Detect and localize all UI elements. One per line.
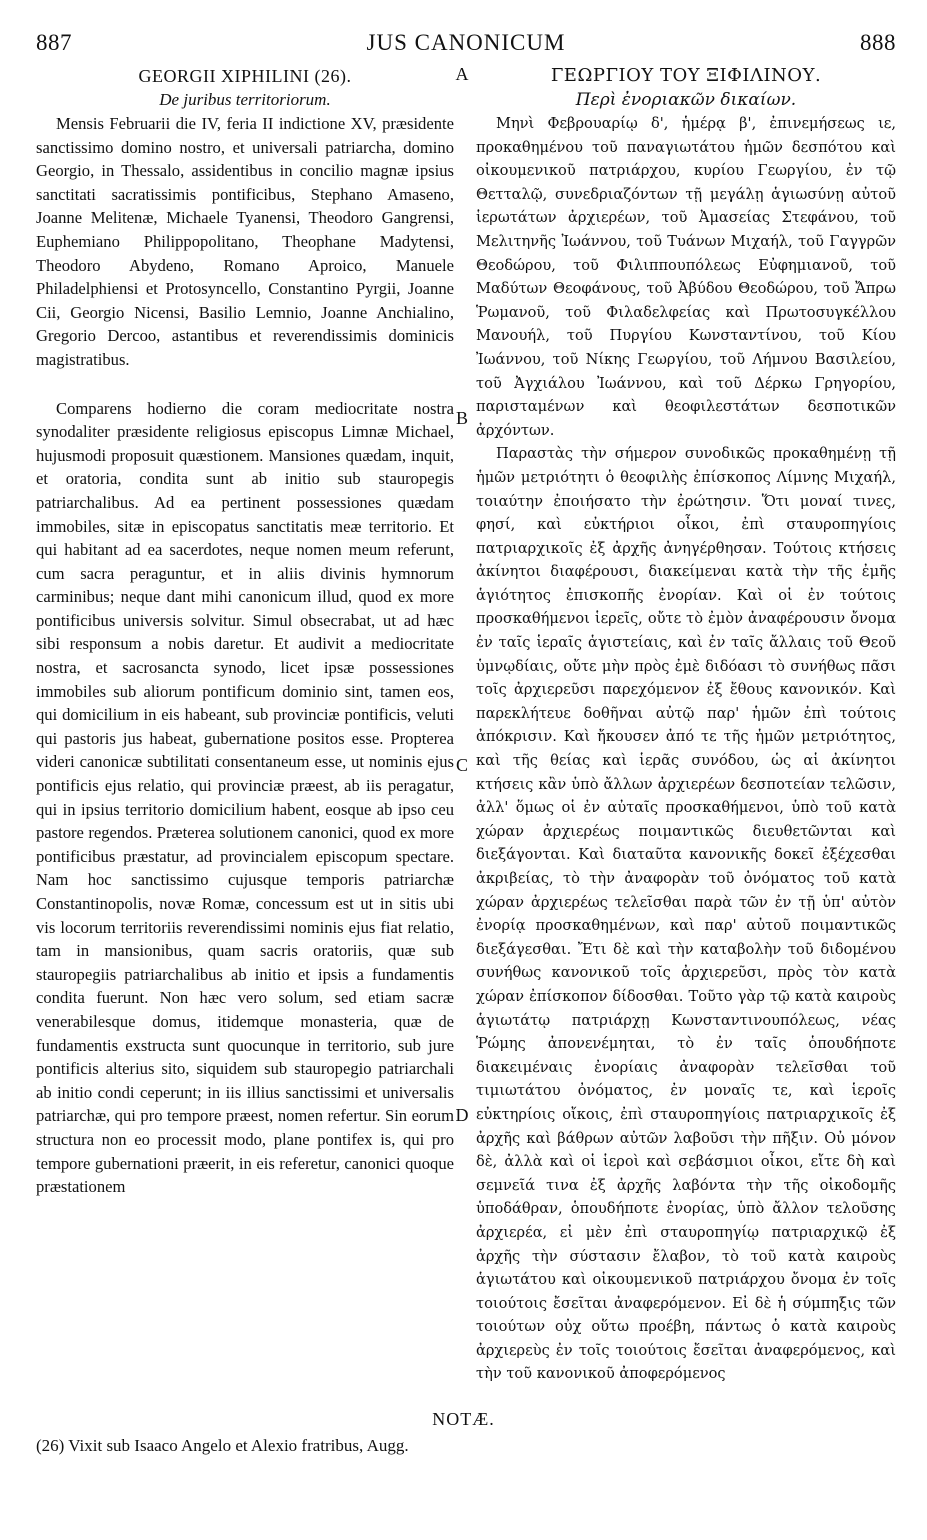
- page-header: [36, 30, 896, 58]
- section-marker-d: D: [455, 1105, 469, 1125]
- running-title: JUS CANONICUM: [366, 30, 566, 55]
- greek-subtitle: Περὶ ἐνοριακῶν δικαίων.: [575, 90, 797, 110]
- page-number-left: 887: [36, 30, 72, 55]
- greek-column: [476, 64, 896, 1386]
- page-number-right: 888: [860, 30, 896, 55]
- latin-paragraph-1: Mensis Februarii die IV, feria II indictione XV, præsidente sanctissimo domino nostro, et universali patriarcha, domino Georgio, in Thessalo, assidentibus in concilio magnæ ipsius sanctitati sacratissimis pontificibus, Stephano Amaseno, Joanne Melitenæ, Michaele Tyanensi, Theodoro Gangrensi, Euphemiano Philippopolitano, Theophane Madytensi, Theodoro Abydeno, Romano Aproico, Manuele Philadelphiensi et Protosyncello, Constantino Pyrgii, Joanne Cii, Georgio Nicensi, Basilio Lemnio, Joanne Anchialino, Gregorio Dercoo, astantibus et reverendissimis dominicis magistratibus.: [36, 114, 454, 369]
- latin-title: GEORGII XIPHILINI (26).: [138, 66, 352, 86]
- section-marker-a: A: [455, 64, 469, 84]
- notes-heading: NOTÆ.: [432, 1409, 495, 1429]
- latin-paragraph-2: Comparens hodierno die coram mediocritate nostra synodaliter præsidente religiosus episcopus Limnæ Michael, hujusmodi proposuit quæstionem. Mansiones quædam, inquit, et oratoria, condita sunt ab initio sub stauropegis patriarchalibus. Ad ea pertinent possessiones quædam immobiles, sitæ in episcopatus sanctitatis meæ territorio. Et qui habitant ad ea sacerdotes, neque nomen meum referunt, cum sacra peraguntur, et in aliis divinis hymnorum carminibus; neque dant mihi canonicum illud, quod ex more pontificibus universis solvitur. Simul obsecrabat, ut ad hæc sibi responsum a nobis daretur. Et audivit a mediocritate nostra, et sacrosancta synodo, licet ipsæ possessiones immobiles sub aliorum pontificum dominio sint, tamen eos, qui domicilium in eis habeant, sub provinciæ pontificis, veluti qui pastoris jus habeat, gubernatione positos esse. Propterea videri canonicæ subtilitati consentaneum esse, ut nominis ejus pontificis ejus relatio, qui provinciæ præest, ab iis peragatur, qui in ipsius territorio domicilium habent, eosque ab ipso ceu pastore regendos. Præterea solutionem canonici, quod ex more pontificibus præstatur, ad provincialem episcopum spectare. Nam hoc sanctissimo cujusque temporis patriarchæ Constantinopolis, novæ Romæ, concessum est ut in sitis ubi vis locorum territoriis reverendissimi nominis ejus fiat relatio, tam in mansionibus, quam sacris oratoriis, quæ sub stauropegiis patriarchalibus ab initio et ipsis a fundamentis condita fuerunt. Non hæc vero solum, sed etiam sacræ venerabilesque domus, itidemque monasteria, quæ de fundamentis exstructa sunt quocunque in territorio, sub jure pontificis alterius sito, siquidem sub stauropegio patriarchali ab initio condi ceperunt; in iis illius sanctissimi et universalis patriarchæ, qui pro tempore præest, nomen refertur. Sin eorum structura non eo processit modo, plane pontifex is, qui pro tempore gubernationi præerit, in eis referetur, canonici quoque præstationem: [36, 398, 454, 1197]
- section-marker-b: B: [455, 408, 468, 428]
- greek-title: ΓΕΩΡΓΙΟΥ ΤΟΥ ΞΙΦΙΛΙΝΟΥ.: [550, 65, 822, 86]
- footnote-26: (26) Vixit sub Isaaco Angelo et Alexio fratribus, Augg.: [36, 1436, 409, 1455]
- section-marker-c: C: [455, 755, 468, 775]
- latin-column: [36, 64, 454, 1199]
- greek-paragraph-2: Παραστὰς τὴν σήμερον συνοδικῶς προκαθημένῃ τῇ ἡμῶν μετριότητι ὁ θεοφιλὴς ἐπίσκοπος Λίμνης Μιχαήλ, τοιαύτην ἐποιήσατο τὴν ἐρώτησιν. Ὅτι μοναί τινες, φησί, καὶ εὐκτήριοι οἶκοι, ἐπὶ σταυροπηγίοις πατριαρχικοῖς ἐξ ἀρχῆς ἀνηγέρθησαν. Τούτοις κτήσεις ἀκίνητοι διαφέρουσι, διακείμεναι κατὰ τὴν τῆς ἐμῆς ἁγιότητος ἐπισκοπῆς ἐνορίαν. Καὶ οἱ ἐν τούτοις προσκαθήμενοι ἱερεῖς, οὔτε τὸ ἐμὸν ἀναφέρουσιν ὄνομα ἐν ταῖς ἱεραῖς ἁγιστείαις, καὶ ἐν ταῖς ἄλλαις τοῦ Θεοῦ ὑμνῳδίαις, οὔτε μὴν πρὸς ἐμὲ διδόασι τὸ συνήθως πᾶσι τοῖς ἀρχιερεῦσι παρεχόμενον ἐξ ἔθους κανονικόν. Καὶ παρεκλήτευε δοθῆναι αὐτῷ παρ' ἡμῶν ἐπὶ τούτοις ἀπόκρισιν. Καὶ ἤκουσεν ἀπό τε τῆς ἡμῶν μετριότητος, καὶ τῆς θείας καὶ ἱερᾶς συνόδου, ὡς αἱ ἀκίνητοι κτήσεις κἂν ὑπὸ ἄλλων ἀρχιερέων δεσποτείαν τελῶσιν, ἀλλ' ὅμως οἱ ἐν αὐταῖς προσκαθήμενοι, ὑπὸ τοῦ κατὰ χώραν ἀρχιερέως ποιμαντικῶς διευθετῶνται καὶ διεξάγονται. Καὶ διαταῦτα κανονικῆς δοκεῖ ἐξέχεσθαι ἀκριβείας, τὸ τὴν ἀναφορὰν τοῦ ὀνόματος τοῦ κατὰ χώραν ἀρχιερέως τελεῖσθαι παρὰ τῶν ἐν τῇ ὑπ' αὐτὸν ἐνορίᾳ προσκαθημένων, καὶ παρ' αὐτοῦ ποιμαντικῶς διεξάγεσθαι. Ἔτι δὲ καὶ τὴν καταβολὴν τοῦ διδομένου συνήθως κανονικοῦ τοῖς ἀρχιερεῦσι, πρὸς τὸν κατὰ χώραν ἐπίσκοπον δίδοσθαι. Τοῦτο γὰρ τῷ κατὰ καιροὺς ἁγιωτάτῳ πατριάρχῃ Κωνσταντινουπόλεως, νέας Ῥώμης ἀπονενέμηται, τὸ ἐν ταῖς ὁπουδήποτε διακειμέναις ἐνορίαις ἀναφορὰν τελεῖσθαι τοῦ τιμιωτάτου ὀνόματος, ἐν μοναῖς τε, καὶ ἱεροῖς εὐκτηρίοις οἴκοις, ἐπὶ σταυροπηγίοις πατριαρχικοῖς ἐξ ἀρχῆς καὶ βάθρων αὐτῶν λαβοῦσι τὴν πῆξιν. Οὐ μόνον δὲ, ἀλλὰ καὶ οἱ ἱεροὶ καὶ σεβάσμιοι οἶκοι, εἴτε δὴ καὶ σεμνεῖά τινα ἐξ ἀρχῆς λαβόντα τὴν τῆς οἰκοδομῆς ὑποδάθραν, ὁπουδήποτε ἐνορίας, ὑπὸ ἄλλον τελοῦσης ἀρχιερέα, εἰ μὲν ἐπὶ σταυροπηγίῳ πατριαρχικῷ ἐξ ἀρχῆς τὴν σύστασιν ἔλαβον, τὸ τοῦ κατὰ καιροὺς ἁγιωτάτου καὶ οἰκουμενικοῦ πατριάρχου ὄνομα ἐν τοῖς τοιούτοις ἔσεῖται ἀναφερόμενον. Εἰ δὲ ἡ σύμπηξις τῶν τοιούτων οὐχ οὕτω προέβη, πάντως ὁ κατὰ καιροὺς ἀρχιερεὺς ἐν τοῖς τοιούτοις ἔσεῖται ἀναφερόμενος, καὶ τὴν τοῦ κανονικοῦ ἀποφερόμενος: [476, 445, 896, 1383]
- latin-subtitle: De juribus territoriorum.: [159, 90, 331, 109]
- greek-paragraph-1: Μηνὶ Φεβρουαρίῳ δ', ἡμέρᾳ β', ἐπινεμήσεως ιε, προκαθημένου τοῦ παναγιωτάτου ἡμῶν δεσπότου καὶ οἰκουμενικοῦ πατριάρχου, κυρίου Γεωργίου, ἐν τῷ Θετταλῷ, συνεδριαζόντων τῇ μεγάλῃ ἁγιωσύνῃ αὐτοῦ ἱερωτάτων ἀρχιερέων, τοῦ Ἀμασείας Στεφάνου, τοῦ Μελιτηνῆς Ἰωάννου, τοῦ Τυάνων Μιχαήλ, τοῦ Γαγγρῶν Θεοδώρου, τοῦ Φιλιππουπόλεως Εὐφημιανοῦ, τοῦ Μαδύτων Θεοφάνους, τοῦ Ἀβύδου Θεοδώρου, τοῦ Ἄπρω Ῥωμανοῦ, τοῦ Φιλαδελφείας καὶ Πρωτοσυγκέλλου Μανουήλ, τοῦ Πυργίου Κωνσταντίνου, τοῦ Κίου Ἰωάννου, τοῦ Νίκης Γεωργίου, τοῦ Λήμνου Βασιλείου, τοῦ Ἀγχιάλου Ἰωάννου, καὶ τοῦ Δέρκω Γρηγορίου, παρισταμένων καὶ θεοφιλεστάτων δεσποτικῶν ἀρχόντων.: [476, 115, 896, 439]
